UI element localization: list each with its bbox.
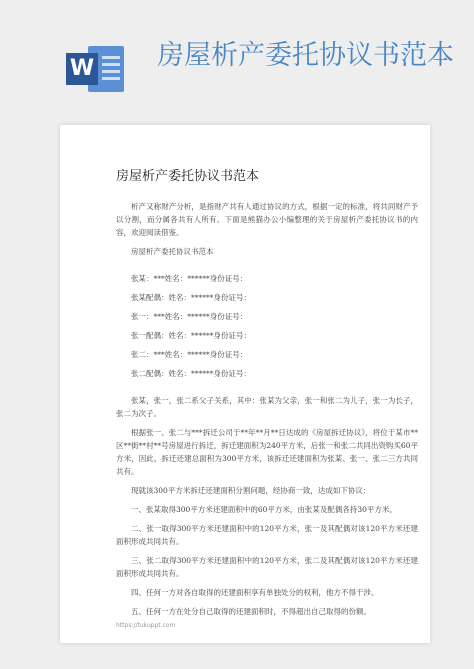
footer-url: https://tukuppt.com <box>116 622 176 629</box>
party-line: 张一配偶：姓名：******身份证号： <box>131 331 251 340</box>
party-line: 张二配偶：姓名：******身份证号： <box>131 369 251 378</box>
clause: 二、张一取得300平方米还建面积中的120平方米，张一及其配偶对该120平方米还建面积形成共同共有。 <box>116 524 418 546</box>
clause: 四、任何一方对各自取得的还建面积享有单独处分的权利，他方不得干涉。 <box>131 588 379 597</box>
word-icon <box>66 44 124 94</box>
party-line: 张某：***姓名：******身份证号： <box>131 274 248 283</box>
document-title: 房屋析产委托协议书范本 <box>116 169 260 184</box>
page-title: 房屋析产委托协议书范本 <box>157 40 454 71</box>
party-line: 张二：***姓名：******身份证号： <box>131 350 248 359</box>
relation-paragraph: 张某，张一，张二系父子关系，其中：张某为父亲，张一和张二为儿子，张一为长子，张二为次子。 <box>116 396 418 418</box>
subtitle: 房屋析产委托协议书范本 <box>131 247 214 256</box>
agreement-intro: 现就该300平方米拆迁还建面积分割问题，经协商一致，达成如下协议： <box>131 486 371 495</box>
clause: 五、任何一方在处分自己取得的还建面积时，不得超出自己取得的份额。 <box>131 607 371 616</box>
word-icon-letter: W <box>66 53 98 85</box>
party-line: 张某配偶：姓名：******身份证号： <box>131 293 251 302</box>
clause: 三、张二取得300平方米还建面积中的120平方米，张二及其配偶对该120平方米还建面积形成共同共有。 <box>116 556 418 578</box>
document-page <box>60 125 430 643</box>
clause: 一、张某取得300平方米还建面积中的60平方米，由张某及配偶各持30平方米。 <box>131 505 397 514</box>
background-paragraph: 根据张一、张二与***拆迁公司于**年**月**日达成的《房屋拆迁协议》，将位于某市**区**街**村**号房屋进行拆迁，拆迁建面积为240平方米，后张一和张二共同出资购买60平方米，因此，拆迁还建总面积为300平方米，该拆迁还建面积为张某、张一、张二三方共同共有。 <box>116 428 418 476</box>
document-body <box>116 165 418 624</box>
intro-paragraph: 析产又称财产分析，是指财产共有人通过协议的方式，根据一定的标准，将共同财产予以分割，而分属各共有人所有。下面是熊猫办公小编整理的关于房屋析产委托协议书的内容，欢迎阅读借鉴。 <box>116 202 418 237</box>
party-line: 张一：***姓名：******身份证号： <box>131 312 248 321</box>
header <box>0 0 474 120</box>
